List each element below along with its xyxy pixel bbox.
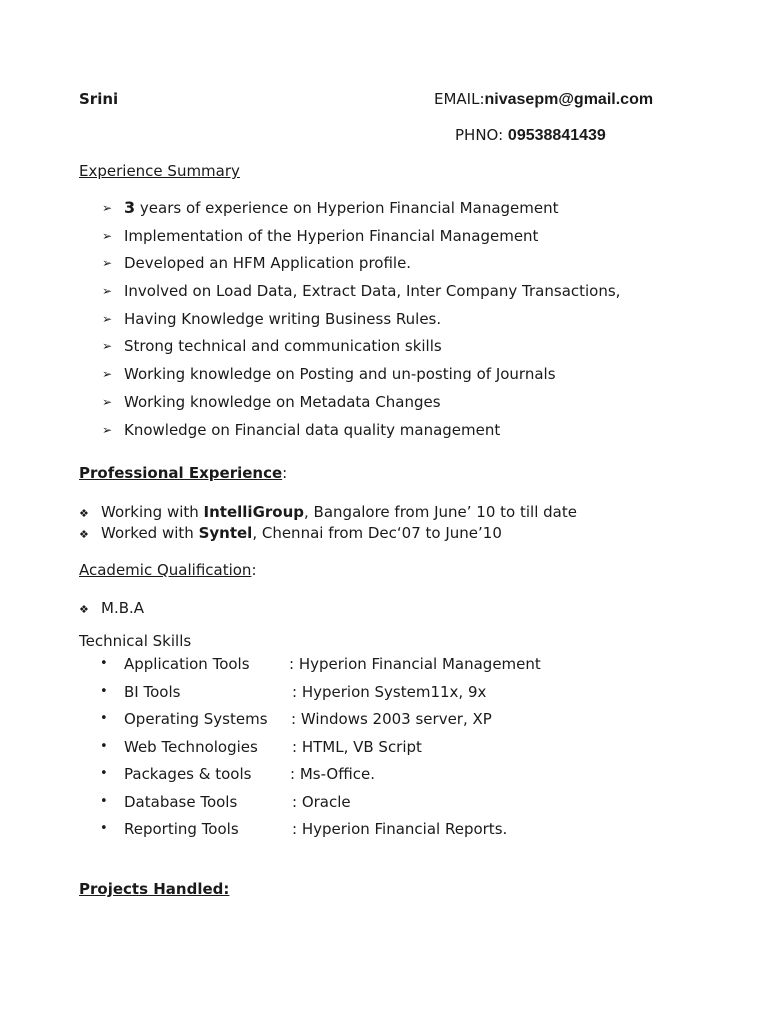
summary-text: Developed an HFM Application profile.	[124, 254, 412, 273]
diamond-bullet-icon: ❖	[79, 507, 89, 520]
list-item	[102, 308, 620, 336]
skill-label: Application Tools	[124, 655, 250, 673]
skill-label: Reporting Tools	[124, 820, 239, 838]
skill-label: BI Tools	[124, 682, 181, 701]
bullet-icon: •	[100, 738, 108, 754]
skill-value: : Hyperion Financial Reports.	[292, 820, 508, 838]
skill-value: : Hyperion System11x, 9x	[292, 682, 487, 701]
experience-summary-list	[102, 197, 620, 446]
list-item	[102, 363, 620, 391]
experience-text: , Bangalore from June’ 10 to till date	[304, 503, 577, 521]
arrow-bullet-icon: ➢	[102, 367, 113, 382]
heading-colon: :	[251, 561, 257, 579]
summary-text: Knowledge on Financial data quality management	[124, 420, 501, 439]
arrow-bullet-icon: ➢	[102, 256, 113, 271]
skill-value: : Ms-Office.	[290, 765, 375, 783]
table-row	[100, 791, 660, 819]
skill-value: : Oracle	[292, 792, 351, 811]
email-label: EMAIL:	[434, 90, 485, 108]
experience-summary-heading: Experience Summary	[79, 162, 240, 180]
professional-experience-title: Professional Experience	[79, 464, 283, 482]
professional-experience-heading	[79, 464, 287, 482]
table-row	[100, 653, 660, 681]
diamond-bullet-icon: ❖	[79, 603, 89, 616]
table-row	[100, 681, 660, 709]
bullet-icon: •	[100, 711, 108, 726]
list-item	[79, 524, 502, 542]
arrow-bullet-icon: ➢	[102, 422, 113, 437]
bullet-icon: •	[100, 793, 108, 809]
phone-line	[455, 126, 606, 145]
summary-text: Working knowledge on Metadata Changes	[124, 392, 441, 411]
degree-text: M.B.A	[101, 599, 145, 617]
list-item	[79, 503, 577, 521]
summary-text: Implementation of the Hyperion Financial Management	[124, 226, 539, 245]
arrow-bullet-icon: ➢	[102, 339, 113, 354]
summary-text: Having Knowledge writing Business Rules.	[124, 309, 442, 328]
arrow-bullet-icon: ➢	[102, 284, 113, 299]
bullet-icon: •	[100, 821, 108, 836]
skill-value: : Hyperion Financial Management	[289, 655, 541, 673]
arrow-bullet-icon: ➢	[102, 311, 113, 326]
academic-qualification-heading	[79, 561, 257, 579]
bullet-icon: •	[100, 683, 108, 699]
skill-label: Database Tools	[124, 792, 238, 811]
skill-label: Operating Systems	[124, 710, 268, 728]
list-item	[102, 225, 620, 253]
experience-text: Worked with	[101, 524, 199, 542]
technical-skills-heading: Technical Skills	[79, 632, 192, 650]
table-row	[100, 736, 660, 764]
skill-label: Packages & tools	[124, 765, 252, 783]
arrow-bullet-icon: ➢	[102, 228, 113, 243]
skill-value: : Windows 2003 server, XP	[291, 710, 492, 728]
summary-text: Working knowledge on Posting and un-posting of Journals	[124, 365, 556, 384]
phone-label: PHNO:	[455, 126, 508, 144]
skill-label: Web Technologies	[124, 737, 258, 756]
arrow-bullet-icon: ➢	[102, 201, 113, 215]
bullet-icon: •	[100, 766, 108, 781]
employer-name: IntelliGroup	[203, 503, 305, 521]
email-line	[434, 90, 653, 109]
phone-value: 09538841439	[507, 127, 606, 144]
technical-skills-list	[100, 653, 660, 846]
bullet-icon: •	[100, 656, 108, 671]
summary-text: Strong technical and communication skills	[124, 337, 442, 356]
summary-text: Involved on Load Data, Extract Data, Inter Company Transactions,	[124, 282, 621, 301]
list-item	[79, 599, 144, 617]
summary-text: years of experience on Hyperion Financial Management	[135, 199, 559, 217]
table-row	[100, 763, 660, 791]
arrow-bullet-icon: ➢	[102, 394, 113, 409]
experience-text: , Chennai from Dec‘07 to June’10	[252, 524, 502, 542]
list-item	[102, 280, 620, 308]
skill-value: : HTML, VB Script	[292, 737, 422, 756]
list-item	[102, 335, 620, 363]
table-row	[100, 708, 660, 736]
list-item	[102, 391, 620, 419]
table-row	[100, 818, 660, 846]
diamond-bullet-icon: ❖	[79, 528, 89, 541]
years-count: 3	[124, 198, 136, 217]
employer-name: Syntel	[198, 524, 253, 542]
list-item	[102, 252, 620, 280]
list-item	[102, 197, 620, 225]
experience-text: Working with	[101, 503, 204, 521]
candidate-name: Srini	[79, 90, 119, 108]
academic-title: Academic Qualification	[79, 561, 252, 579]
projects-handled-heading: Projects Handled:	[79, 880, 230, 898]
list-item	[102, 419, 620, 447]
heading-colon: :	[282, 464, 288, 482]
email-value[interactable]: nivasepm@gmail.com	[484, 91, 654, 108]
